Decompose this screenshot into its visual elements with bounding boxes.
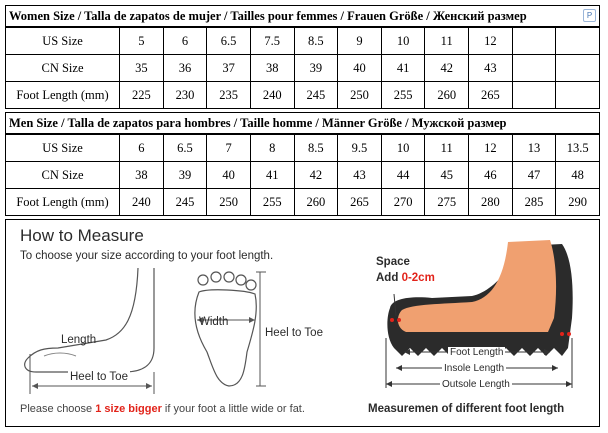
size-cell [512,55,556,82]
men-size-table [5,134,600,216]
size-cell: 250 [207,189,251,216]
size-cell: 43 [469,55,513,82]
shoe-with-foot-icon [382,238,582,358]
size-cell: 255 [250,189,294,216]
size-cell: 6.5 [207,28,251,55]
size-cell: 48 [556,162,600,189]
women-size-table [5,27,600,109]
size-cell: 42 [294,162,338,189]
size-advice-highlight: 1 size bigger [95,403,162,415]
size-cell [556,82,600,109]
size-cell: 12 [469,28,513,55]
size-cell: 38 [120,162,164,189]
row-label: CN Size [6,162,120,189]
size-cell: 42 [425,55,469,82]
size-cell: 5 [120,28,164,55]
size-cell: 285 [512,189,556,216]
size-cell: 8 [250,135,294,162]
row-label: Foot Length (mm) [6,82,120,109]
size-cell: 13.5 [556,135,600,162]
size-cell: 38 [250,55,294,82]
size-cell: 245 [294,82,338,109]
size-cell: 40 [207,162,251,189]
size-cell: 230 [163,82,207,109]
row-label: US Size [6,28,120,55]
size-cell: 12 [469,135,513,162]
size-cell: 35 [120,55,164,82]
size-cell: 6 [163,28,207,55]
size-cell [556,55,600,82]
size-cell: 40 [338,55,382,82]
how-to-measure-title: How to Measure [20,226,144,245]
size-cell: 8.5 [294,135,338,162]
heel-to-toe-sole-label: Heel to Toe [265,327,323,339]
size-cell: 260 [294,189,338,216]
size-cell: 265 [338,189,382,216]
foot-length-label: Foot Length [450,347,504,358]
how-to-measure-subtitle: To choose your size according to your foot length. [20,250,274,262]
size-advice-note: Please choose 1 size bigger if your foot a little wide or fat. [20,403,305,415]
size-cell: 47 [512,162,556,189]
size-cell: 39 [163,162,207,189]
size-row [6,82,600,109]
size-cell: 11 [425,135,469,162]
outsole-length-label: Outsole Length [442,379,510,390]
size-cell: 245 [163,189,207,216]
men-size-title: Men Size / Talla de zapatos para hombres / Taille homme / Männer Größe / Мужской размер [5,112,600,134]
size-cell: 250 [338,82,382,109]
size-row [6,28,600,55]
size-cell: 7 [207,135,251,162]
size-cell: 11 [425,28,469,55]
watermark-logo: P [583,9,596,22]
size-cell: 240 [120,189,164,216]
size-cell: 36 [163,55,207,82]
insole-length-label: Insole Length [444,363,505,374]
size-cell: 6 [120,135,164,162]
size-cell: 6.5 [163,135,207,162]
row-label: US Size [6,135,120,162]
size-cell: 10 [381,28,425,55]
size-chart [5,5,600,427]
size-cell: 39 [294,55,338,82]
size-cell: 9 [338,28,382,55]
size-cell [512,28,556,55]
size-cell: 46 [469,162,513,189]
how-to-measure-panel [5,219,600,427]
size-cell: 225 [120,82,164,109]
size-cell: 43 [338,162,382,189]
size-cell: 37 [207,55,251,82]
heel-to-toe-side-label: Heel to Toe [70,371,128,383]
size-cell [556,28,600,55]
size-cell: 45 [425,162,469,189]
size-cell: 275 [425,189,469,216]
size-cell: 41 [250,162,294,189]
space-value: 0-2cm [401,272,435,284]
size-cell: 255 [381,82,425,109]
size-cell: 44 [381,162,425,189]
size-cell: 8.5 [294,28,338,55]
size-cell: 260 [425,82,469,109]
space-label: Space [376,256,410,268]
size-cell: 265 [469,82,513,109]
length-label: Length [61,334,97,346]
width-label: Width [199,316,229,328]
size-row [6,135,600,162]
size-cell [512,82,556,109]
size-cell: 10 [381,135,425,162]
size-cell: 270 [381,189,425,216]
size-cell: 290 [556,189,600,216]
size-cell: 9.5 [338,135,382,162]
size-row [6,162,600,189]
shoe-measure-caption: Measuremen of different foot length [368,403,565,415]
size-cell: 235 [207,82,251,109]
size-row [6,189,600,216]
size-cell: 41 [381,55,425,82]
space-add-label: Add 0-2cm [376,272,435,284]
row-label: CN Size [6,55,120,82]
foot-side-view-icon [14,268,184,388]
size-cell: 280 [469,189,513,216]
size-row [6,55,600,82]
women-size-title: Women Size / Talla de zapatos de mujer / Tailles pour femmes / Frauen Größe / Женский размер [5,5,600,27]
size-cell: 13 [512,135,556,162]
size-cell: 7.5 [250,28,294,55]
row-label: Foot Length (mm) [6,189,120,216]
size-cell: 240 [250,82,294,109]
